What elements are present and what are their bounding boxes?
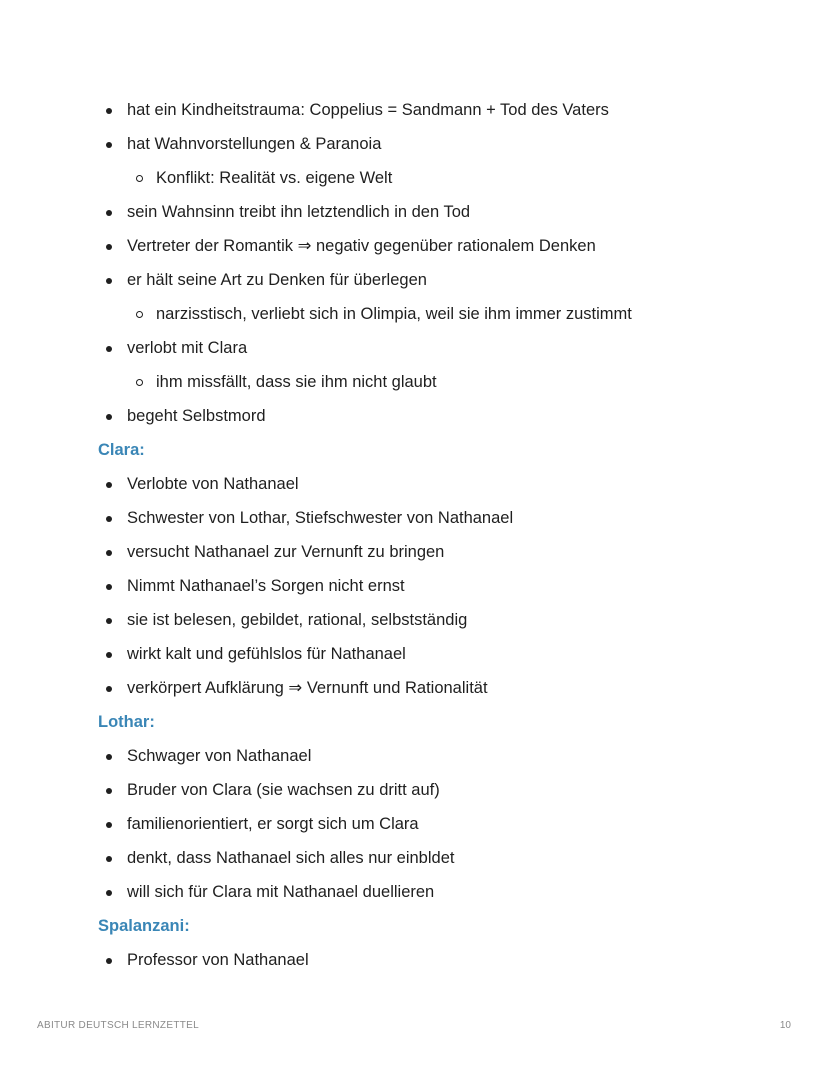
bullet-icon bbox=[106, 618, 112, 624]
bullet-icon bbox=[106, 482, 112, 488]
bullet-icon bbox=[106, 584, 112, 590]
list-item-text: Bruder von Clara (sie wachsen zu dritt auf) bbox=[127, 781, 440, 799]
list-item bbox=[0, 535, 828, 569]
list-item-text: verkörpert Aufklärung ⇒ Vernunft und Rationalität bbox=[127, 679, 488, 697]
bullet-icon bbox=[106, 210, 112, 216]
bullet-icon bbox=[106, 788, 112, 794]
list-item-text: versucht Nathanael zur Vernunft zu bringen bbox=[127, 543, 445, 561]
bullet-icon bbox=[106, 550, 112, 556]
bullet-icon bbox=[106, 754, 112, 760]
sub-list-item-text: ihm missfällt, dass sie ihm nicht glaubt bbox=[156, 373, 437, 391]
list-item-text: sein Wahnsinn treibt ihn letztendlich in den Tod bbox=[127, 203, 471, 221]
bullet-icon bbox=[106, 346, 112, 352]
section-heading-spalanzani bbox=[0, 909, 828, 943]
list-item bbox=[0, 331, 828, 365]
bullet-icon bbox=[106, 958, 112, 964]
list-item bbox=[0, 943, 828, 977]
list-item-text: Verlobte von Nathanael bbox=[127, 475, 299, 493]
section-heading-text: Clara: bbox=[98, 441, 145, 459]
list-item bbox=[0, 229, 828, 263]
list-item-text: hat Wahnvorstellungen & Paranoia bbox=[127, 135, 382, 153]
notes-content bbox=[0, 93, 828, 977]
list-item bbox=[0, 603, 828, 637]
list-item bbox=[0, 841, 828, 875]
list-item-text: begeht Selbstmord bbox=[127, 407, 266, 425]
list-item bbox=[0, 637, 828, 671]
list-item-text: denkt, dass Nathanael sich alles nur einbldet bbox=[127, 849, 455, 867]
bullet-icon bbox=[106, 414, 112, 420]
section-heading-text: Spalanzani: bbox=[98, 917, 190, 935]
hollow-bullet-icon bbox=[136, 175, 143, 182]
list-item-text: familienorientiert, er sorgt sich um Clara bbox=[127, 815, 419, 833]
list-item-text: er hält seine Art zu Denken für überlegen bbox=[127, 271, 427, 289]
list-item-text: Schwager von Nathanael bbox=[127, 747, 312, 765]
footer-page-number: 10 bbox=[779, 1020, 791, 1031]
hollow-bullet-icon bbox=[136, 379, 143, 386]
list-item bbox=[0, 569, 828, 603]
list-item bbox=[0, 875, 828, 909]
bullet-icon bbox=[106, 108, 112, 114]
bullet-icon bbox=[106, 890, 112, 896]
list-item bbox=[0, 195, 828, 229]
section-heading-text: Lothar: bbox=[98, 713, 155, 731]
bullet-icon bbox=[106, 686, 112, 692]
list-item bbox=[0, 501, 828, 535]
bullet-icon bbox=[106, 822, 112, 828]
section-heading-clara bbox=[0, 433, 828, 467]
bullet-icon bbox=[106, 516, 112, 522]
list-item-text: Professor von Nathanael bbox=[127, 951, 309, 969]
list-item bbox=[0, 127, 828, 161]
sub-list-item bbox=[0, 161, 828, 195]
list-item-text: Schwester von Lothar, Stiefschwester von Nathanael bbox=[127, 509, 514, 527]
list-item-text: sie ist belesen, gebildet, rational, selbstständig bbox=[127, 611, 468, 629]
section-heading-lothar bbox=[0, 705, 828, 739]
list-item bbox=[0, 93, 828, 127]
list-item-text: hat ein Kindheitstrauma: Coppelius = Sandmann + Tod des Vaters bbox=[127, 101, 609, 119]
list-item-text: wirkt kalt und gefühlslos für Nathanael bbox=[127, 645, 406, 663]
list-item-text: Nimmt Nathanael’s Sorgen nicht ernst bbox=[127, 577, 405, 595]
list-item bbox=[0, 467, 828, 501]
list-item-text: Vertreter der Romantik ⇒ negativ gegenüber rationalem Denken bbox=[127, 237, 596, 255]
sub-list-item bbox=[0, 297, 828, 331]
list-item bbox=[0, 263, 828, 297]
list-item bbox=[0, 773, 828, 807]
sub-list-item bbox=[0, 365, 828, 399]
sub-list-item-text: narzisstisch, verliebt sich in Olimpia, weil sie ihm immer zustimmt bbox=[156, 305, 632, 323]
bullet-icon bbox=[106, 856, 112, 862]
list-item bbox=[0, 671, 828, 705]
bullet-icon bbox=[106, 278, 112, 284]
bullet-icon bbox=[106, 142, 112, 148]
sub-list-item-text: Konflikt: Realität vs. eigene Welt bbox=[156, 169, 393, 187]
bullet-icon bbox=[106, 652, 112, 658]
list-item-text: will sich für Clara mit Nathanael duellieren bbox=[127, 883, 435, 901]
footer-document-title: ABITUR DEUTSCH LERNZETTEL bbox=[37, 1020, 199, 1031]
list-item bbox=[0, 807, 828, 841]
list-item-text: verlobt mit Clara bbox=[127, 339, 248, 357]
bullet-icon bbox=[106, 244, 112, 250]
hollow-bullet-icon bbox=[136, 311, 143, 318]
list-item bbox=[0, 399, 828, 433]
list-item bbox=[0, 739, 828, 773]
